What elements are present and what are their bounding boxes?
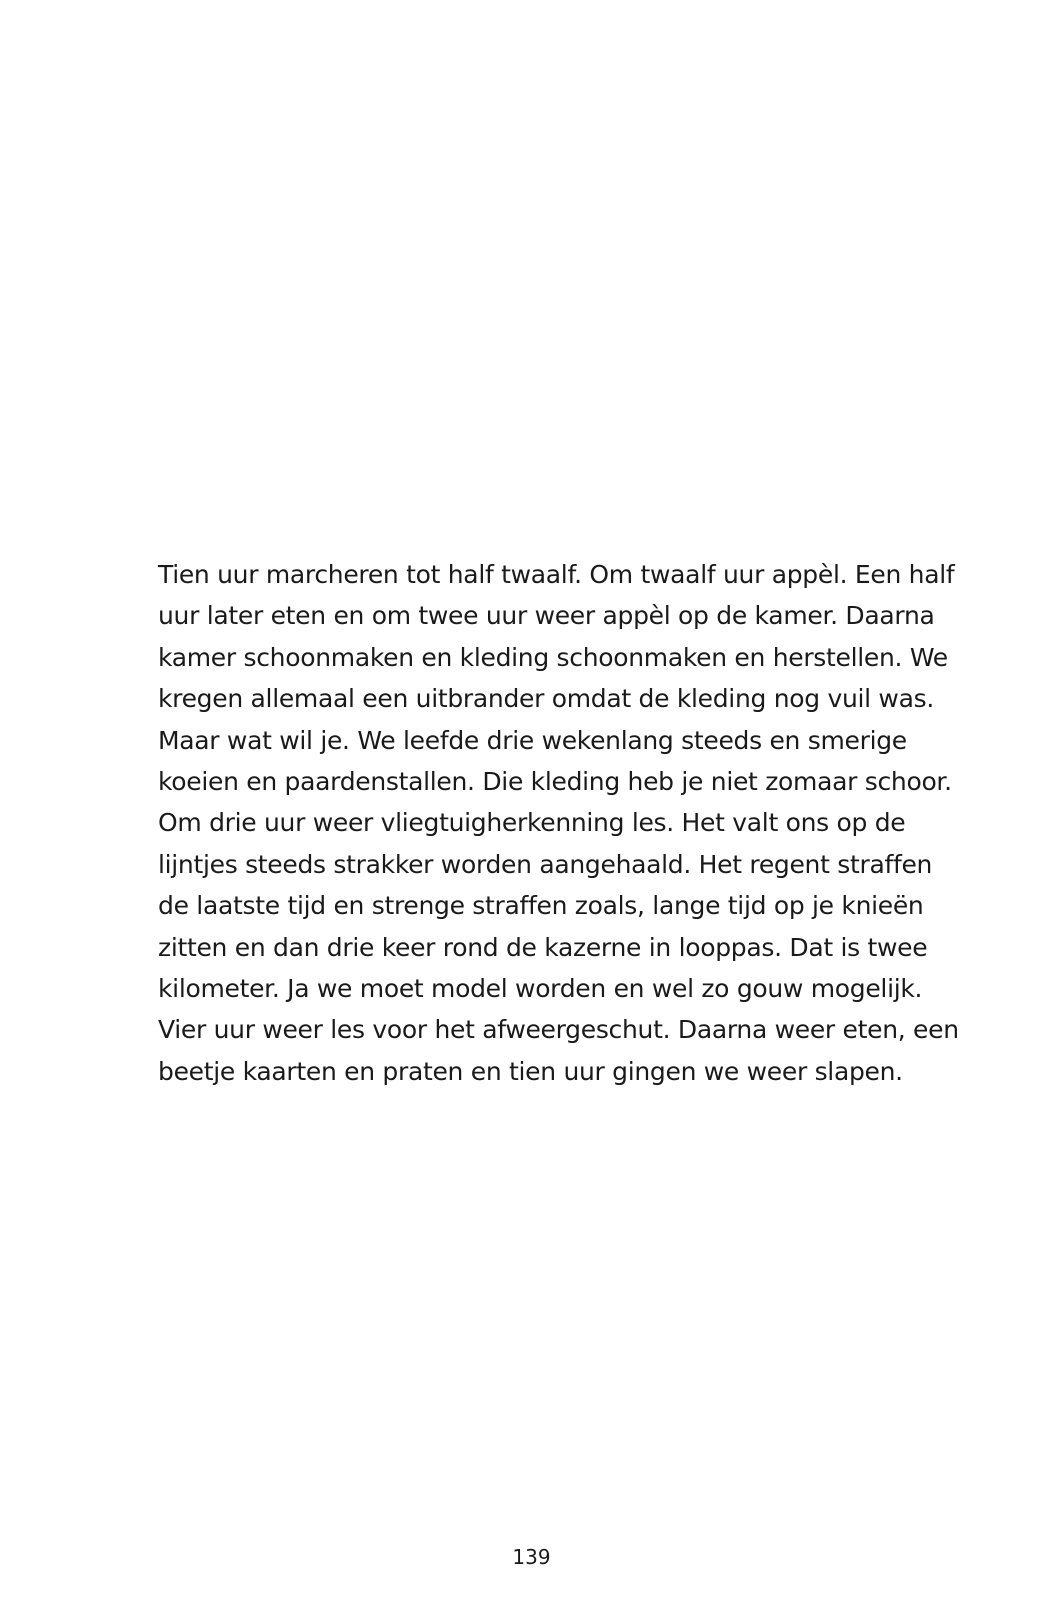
text-line: koeien en paardenstallen. Die kleding heb je niet zomaar schoor. [158, 766, 952, 796]
text-line: kilometer. Ja we moet model worden en wel zo gouw mogelijk. [158, 973, 923, 1003]
text-line: Maar wat wil je. We leefde drie wekenlang steeds en smerige [158, 725, 907, 755]
page-number: 139 [512, 1545, 551, 1569]
text-line: kamer schoonmaken en kleding schoonmaken en herstellen. We [158, 642, 948, 672]
text-line: uur later eten en om twee uur weer appèl op de kamer. Daarna [158, 601, 935, 631]
text-line: beetje kaarten en praten en tien uur gingen we weer slapen. [158, 1056, 903, 1086]
text-line: Vier uur weer les voor het afweergeschut. Daarna weer eten, een [158, 1015, 959, 1045]
body-paragraph [158, 554, 988, 1092]
text-line: zitten en dan drie keer rond de kazerne in looppas. Dat is twee [158, 932, 928, 962]
text-line: Om drie uur weer vliegtuigherkenning les. Het valt ons op de [158, 808, 906, 838]
text-line: kregen allemaal een uitbrander omdat de kleding nog vuil was. [158, 684, 934, 714]
text-line: lijntjes steeds strakker worden aangehaald. Het regent straffen [158, 849, 933, 879]
text-line: Tien uur marcheren tot half twaalf. Om twaalf uur appèl. Een half [158, 560, 955, 589]
text-line: de laatste tijd en strenge straffen zoals, lange tijd op je knieën [158, 891, 924, 921]
